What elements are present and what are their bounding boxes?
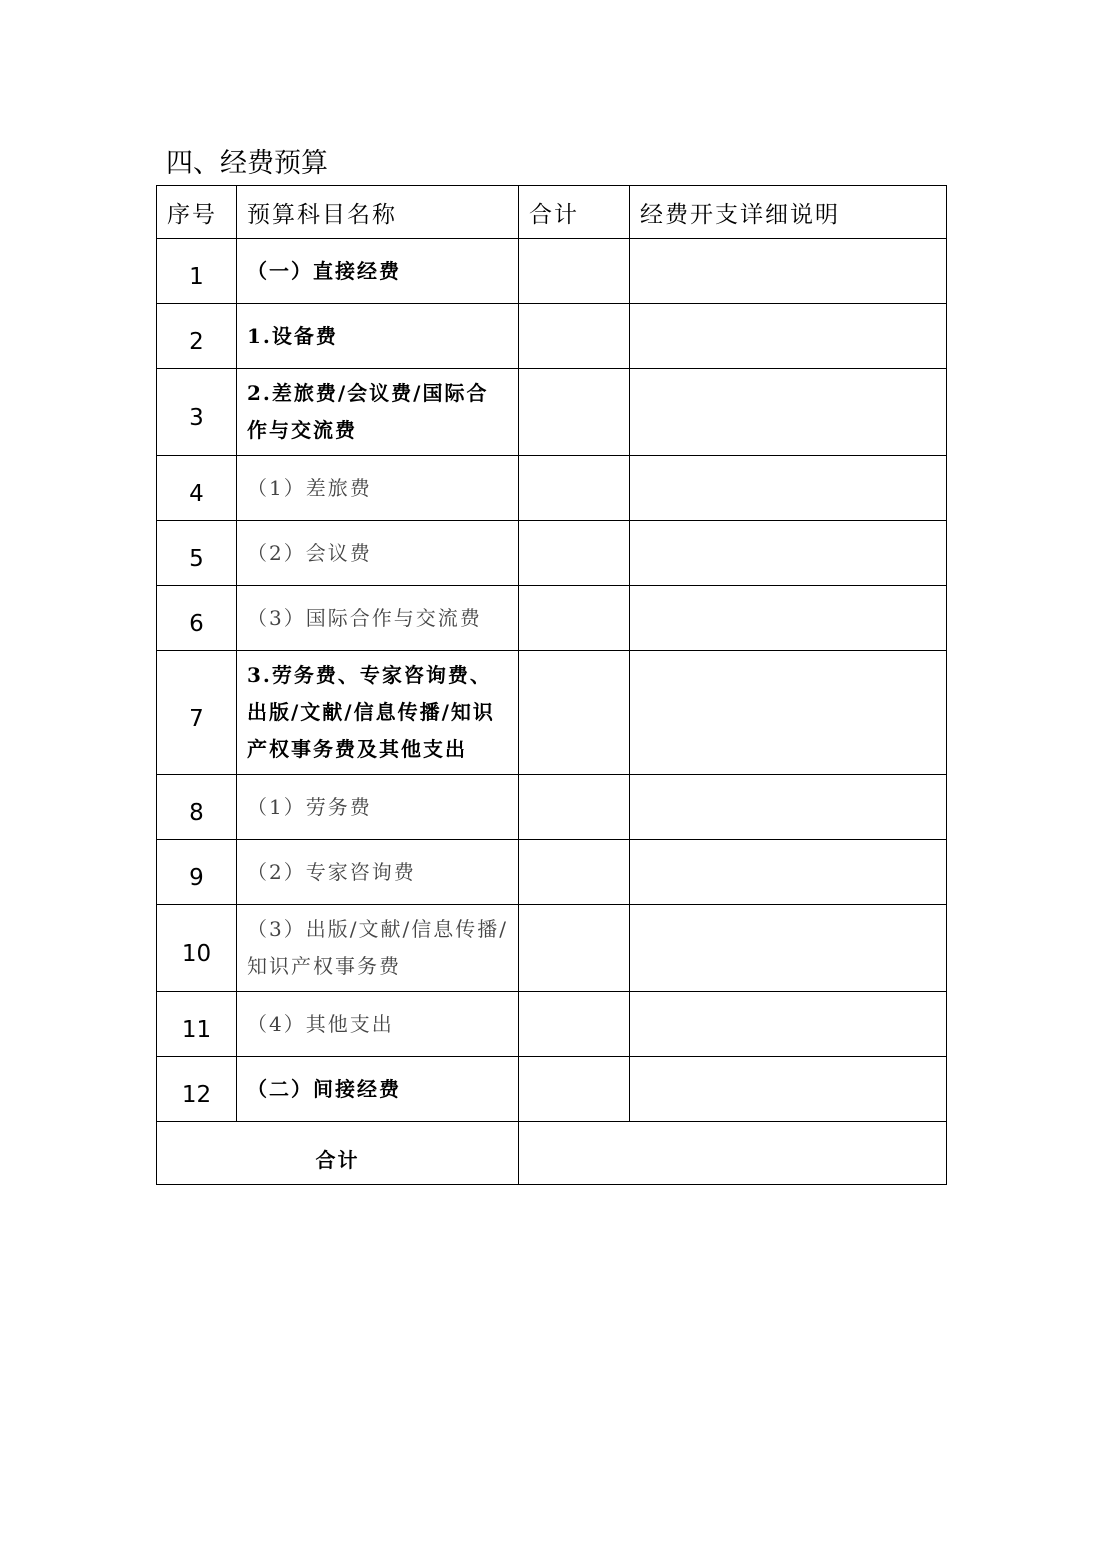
- row-name: （3）国际合作与交流费: [237, 586, 519, 651]
- row-index: 11: [157, 992, 237, 1057]
- row-name: （二）间接经费: [237, 1057, 519, 1122]
- row-index: 1: [157, 239, 237, 304]
- row-index: 6: [157, 586, 237, 651]
- row-index: 2: [157, 304, 237, 369]
- header-description: 经费开支详细说明: [630, 186, 947, 239]
- row-total-cell[interactable]: [519, 840, 630, 905]
- row-name: （3）出版/文献/信息传播/知识产权事务费: [237, 905, 519, 992]
- row-total-cell[interactable]: [519, 586, 630, 651]
- row-name: （1）劳务费: [237, 775, 519, 840]
- row-total-cell[interactable]: [519, 775, 630, 840]
- row-description-cell[interactable]: [630, 304, 947, 369]
- header-item-name: 预算科目名称: [237, 186, 519, 239]
- row-description-cell[interactable]: [630, 840, 947, 905]
- table-row: [157, 1057, 947, 1122]
- row-description-cell[interactable]: [630, 905, 947, 992]
- table-row: [157, 239, 947, 304]
- budget-table: [156, 185, 947, 1185]
- table-row: [157, 586, 947, 651]
- row-total-cell[interactable]: [519, 905, 630, 992]
- table-row: [157, 775, 947, 840]
- table-row: [157, 651, 947, 775]
- row-index: 8: [157, 775, 237, 840]
- row-description-cell[interactable]: [630, 992, 947, 1057]
- total-label: 合计: [157, 1122, 519, 1185]
- row-description-cell[interactable]: [630, 651, 947, 775]
- row-index: 12: [157, 1057, 237, 1122]
- row-description-cell[interactable]: [630, 1057, 947, 1122]
- row-name: （2）会议费: [237, 521, 519, 586]
- total-value-cell[interactable]: [519, 1122, 947, 1185]
- table-row: [157, 840, 947, 905]
- table-row: [157, 456, 947, 521]
- row-name: 1.设备费: [237, 304, 519, 369]
- row-total-cell[interactable]: [519, 992, 630, 1057]
- row-total-cell[interactable]: [519, 239, 630, 304]
- row-total-cell[interactable]: [519, 521, 630, 586]
- row-description-cell[interactable]: [630, 369, 947, 456]
- table-row: [157, 521, 947, 586]
- row-index: 4: [157, 456, 237, 521]
- row-name: （一）直接经费: [237, 239, 519, 304]
- header-row: [157, 186, 947, 239]
- row-total-cell[interactable]: [519, 369, 630, 456]
- row-index: 10: [157, 905, 237, 992]
- table-row: [157, 992, 947, 1057]
- header-index: 序号: [157, 186, 237, 239]
- table-row: [157, 905, 947, 992]
- page-title: 四、经费预算: [166, 148, 328, 179]
- row-index: 5: [157, 521, 237, 586]
- row-total-cell[interactable]: [519, 651, 630, 775]
- row-index: 3: [157, 369, 237, 456]
- row-description-cell[interactable]: [630, 239, 947, 304]
- row-description-cell[interactable]: [630, 521, 947, 586]
- total-row: [157, 1122, 947, 1185]
- row-index: 7: [157, 651, 237, 775]
- row-name: （1）差旅费: [237, 456, 519, 521]
- row-name: 3.劳务费、专家咨询费、出版/文献/信息传播/知识产权事务费及其他支出: [237, 651, 519, 775]
- header-total: 合计: [519, 186, 630, 239]
- row-description-cell[interactable]: [630, 586, 947, 651]
- table-row: [157, 304, 947, 369]
- row-index: 9: [157, 840, 237, 905]
- row-name: 2.差旅费/会议费/国际合作与交流费: [237, 369, 519, 456]
- row-description-cell[interactable]: [630, 456, 947, 521]
- row-name: （2）专家咨询费: [237, 840, 519, 905]
- table-row: [157, 369, 947, 456]
- row-total-cell[interactable]: [519, 304, 630, 369]
- row-name: （4）其他支出: [237, 992, 519, 1057]
- row-description-cell[interactable]: [630, 775, 947, 840]
- row-total-cell[interactable]: [519, 456, 630, 521]
- row-total-cell[interactable]: [519, 1057, 630, 1122]
